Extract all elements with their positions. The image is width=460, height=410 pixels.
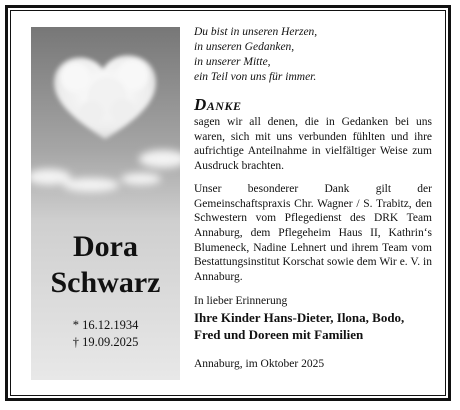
family-line: Ihre Kinder Hans-Dieter, Ilona, Bodo, [194, 309, 405, 325]
family-line: Fred und Doreen mit Familien [194, 326, 364, 342]
poem-line: Du bist in unseren Herzen, [194, 26, 318, 38]
life-dates [31, 317, 180, 351]
danke-heading: Danke [194, 95, 242, 114]
death-date: † 19.09.2025 [72, 335, 139, 349]
last-name: Schwarz [50, 266, 161, 299]
birth-date: * 16.12.1934 [72, 318, 139, 332]
poem-line: in unseren Gedanken, [194, 41, 295, 53]
place-date: Annaburg, im Oktober 2025 [194, 357, 325, 370]
poem [194, 25, 432, 85]
poem-line: ein Teil von uns für immer. [194, 71, 317, 83]
poem-line: in unserer Mitte, [194, 56, 271, 68]
remembrance-intro: In lieber Erinnerung [194, 294, 288, 307]
text-column [194, 25, 432, 372]
special-thanks-paragraph: Unser besonderer Dank gilt der Gemeinschaftspraxis Chr. Wagner / S. Trabitz, den Schwestern vom Pflegedienst des DRK Team Annaburg, dem Pflegeheim Haus II, Kathrin‘s Blumeneck, Nadine Lehnert und ihrem Team vom Bestattungsinstitut Korschat sowie dem Wir e. V. in Annaburg. [194, 182, 432, 284]
first-name: Dora [73, 230, 138, 263]
memorial-photo [31, 27, 180, 380]
thanks-paragraph: sagen wir all denen, die in Gedanken bei uns waren, sich mit uns verbunden fühlten und ihre aufrichtige Anteilnahme in vielfältiger Weise zum Ausdruck brachten. [194, 116, 432, 173]
